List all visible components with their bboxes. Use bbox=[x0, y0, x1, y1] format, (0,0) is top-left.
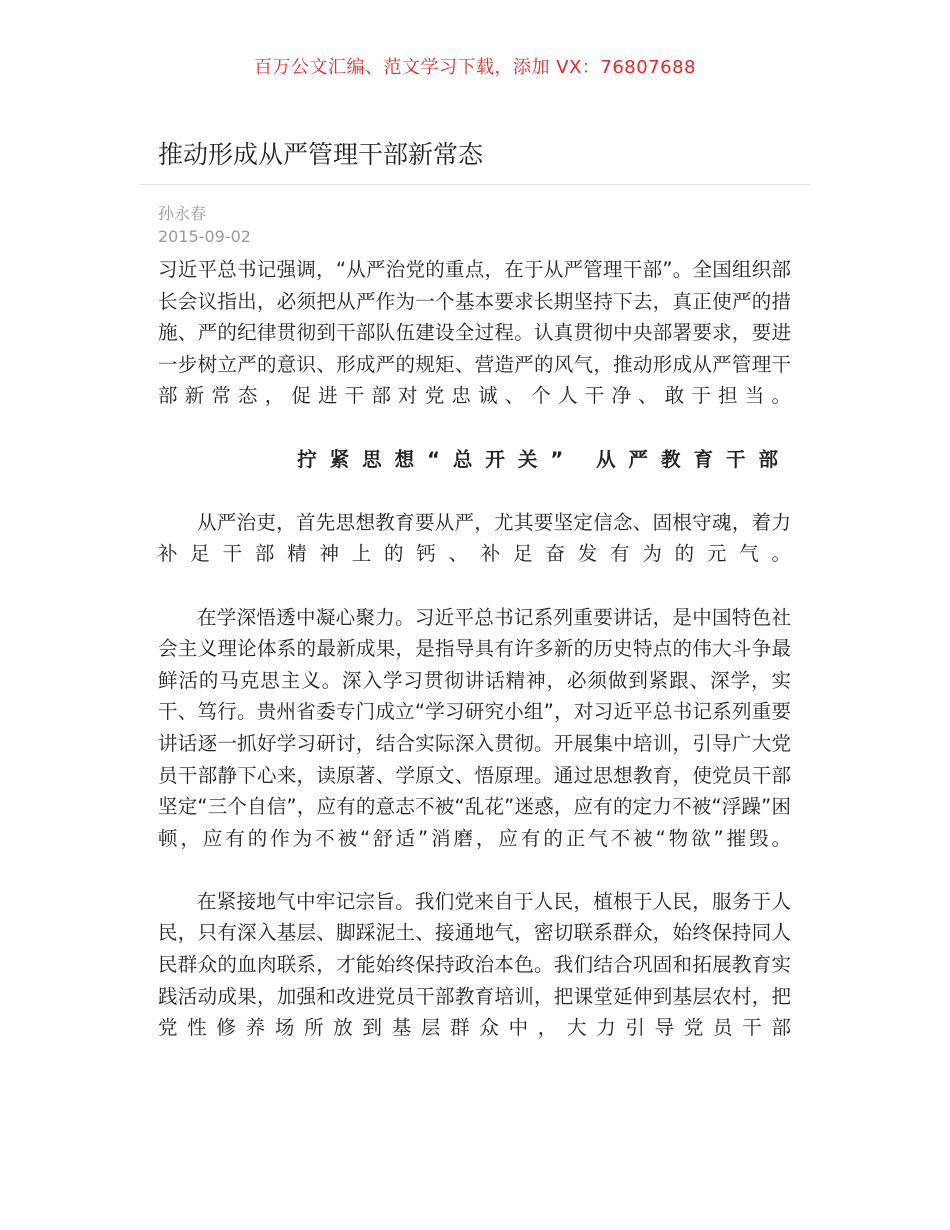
body-paragraph: 从严治吏，首先思想教育要从严，尤其要坚定信念、固根守魂，着力补足干部精神上的钙、补足奋发有为的元气。 bbox=[158, 510, 791, 566]
paragraph-gap bbox=[158, 570, 791, 602]
promo-banner: 百万公文汇编、范文学习下载，添加 VX：76807688 bbox=[254, 57, 696, 78]
article-title: 推动形成从严管理干部新常态 bbox=[158, 140, 484, 169]
paragraph-gap bbox=[158, 412, 791, 444]
article-date: 2015-09-02 bbox=[158, 227, 251, 246]
paragraph-gap bbox=[158, 854, 791, 886]
intro-paragraph: 习近平总书记强调，“从严治党的重点，在于从严管理干部”。全国组织部长会议指出，必须把从严作为一个基本要求长期坚持下去，真正使严的措施、严的纪律贯彻到干部队伍建设全过程。认真贯彻中央部署要求，要进一步树立严的意识、形成严的规矩、营造严的风气，推动形成从严管理干部新常态，促进干部对党忠诚、个人干净、敢于担当。 bbox=[158, 258, 791, 408]
body-paragraph: 在学深悟透中凝心聚力。习近平总书记系列重要讲话，是中国特色社会主义理论体系的最新成果，是指导具有许多新的历史特点的伟大斗争最鲜活的马克思主义。深入学习贯彻讲话精神，必须做到紧跟、深学，实干、笃行。贵州省委专门成立“学习研究小组”，对习近平总书记系列重要讲话逐一抓好学习研讨，结合实际深入贯彻。开展集中培训，引导广大党员干部静下心来，读原著、学原文、悟原理。通过思想教育，使党员干部坚定“三个自信”，应有的意志不被“乱花”迷惑，应有的定力不被“浮躁”困顿，应有的作为不被“舒适”消磨，应有的正气不被“物欲”摧毁。 bbox=[158, 605, 791, 850]
article-author: 孙永春 bbox=[158, 204, 207, 223]
section-heading: 拧紧思想“总开关” 从严教育干部 bbox=[297, 447, 791, 471]
body-paragraph: 在紧接地气中牢记宗旨。我们党来自于人民，植根于人民，服务于人民，只有深入基层、脚踩泥土、接通地气，密切联系群众，始终保持同人民群众的血肉联系，才能始终保持政治本色。我们结合巩固和拓展教育实践活动成果，加强和改进党员干部教育培训，把课堂延伸到基层农村，把党性修养场所放到基层群众中，大力引导党员干部 bbox=[158, 889, 791, 1040]
paragraph-gap bbox=[158, 475, 791, 507]
article-body bbox=[158, 254, 791, 1044]
title-divider bbox=[140, 184, 810, 185]
